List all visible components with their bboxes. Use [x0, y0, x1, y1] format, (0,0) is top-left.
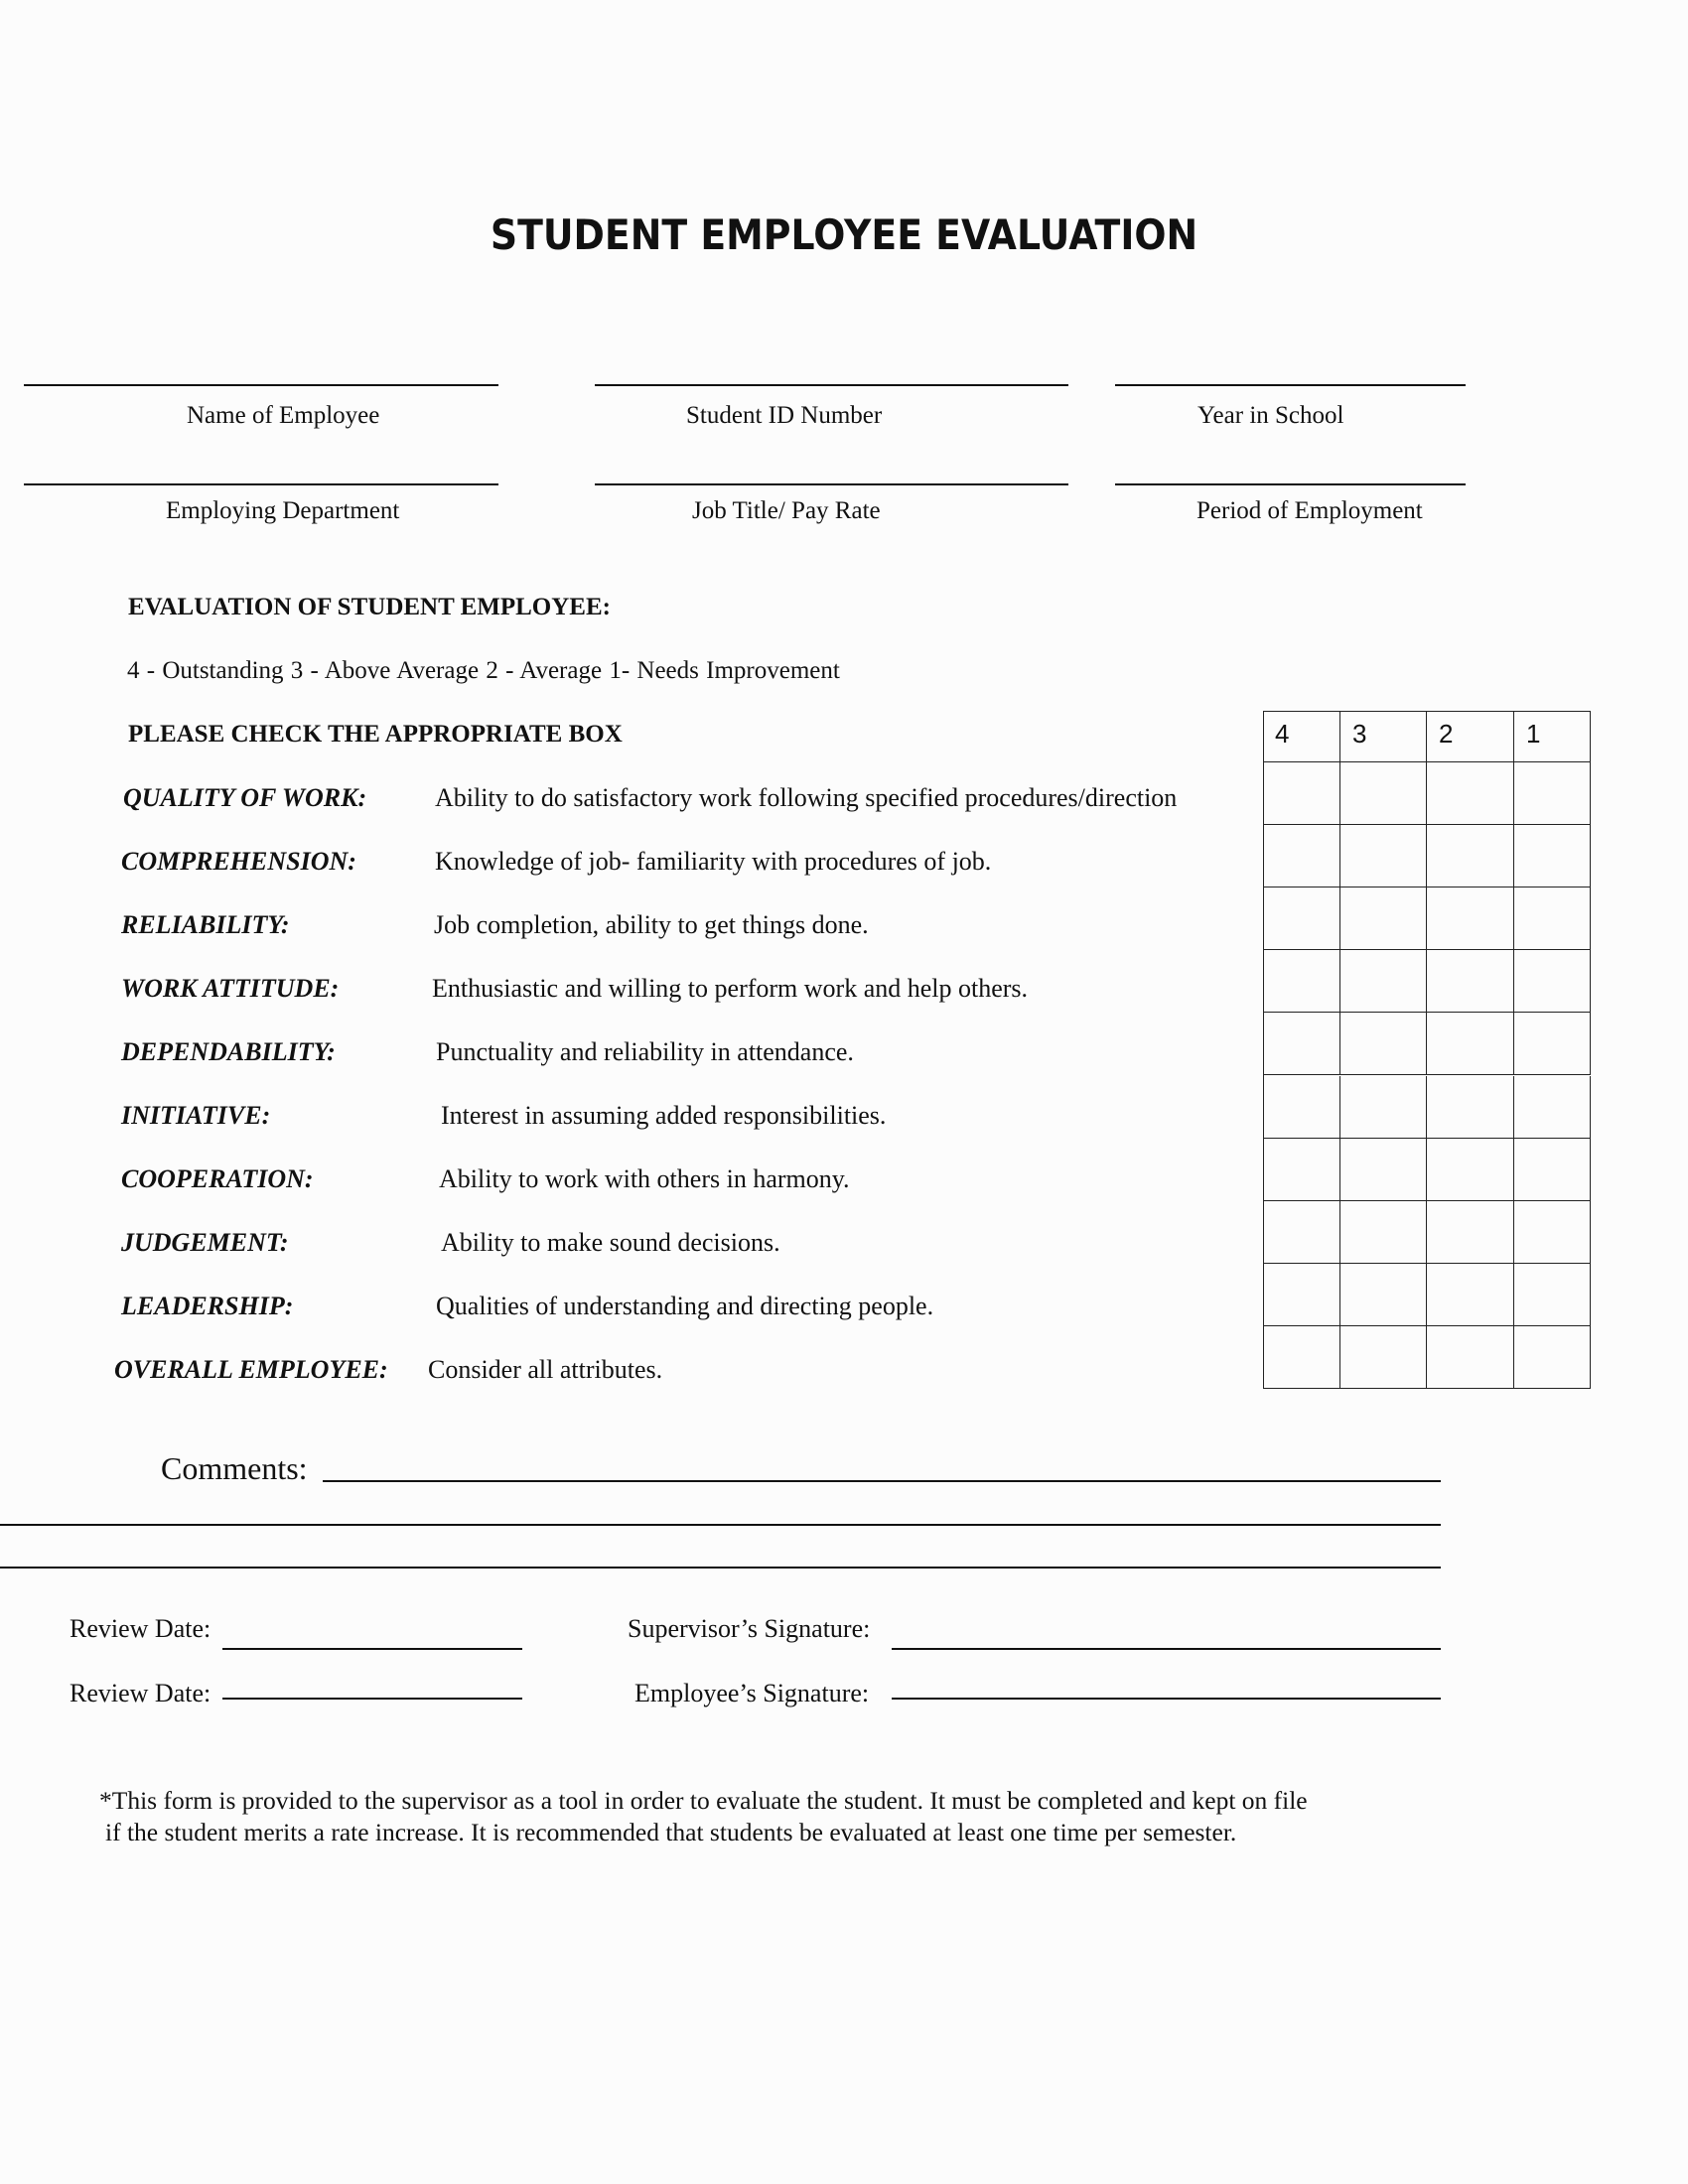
- criterion-desc-judgement: Ability to make sound decisions.: [441, 1228, 780, 1257]
- review-date-label-1: Review Date:: [70, 1614, 211, 1643]
- supervisor-signature-label: Supervisor’s Signature:: [628, 1614, 871, 1643]
- criterion-label-overall-employee: OVERALL EMPLOYEE:: [114, 1355, 388, 1384]
- comments-label: Comments:: [161, 1450, 308, 1486]
- employee-signature-label: Employee’s Signature:: [634, 1679, 870, 1707]
- rating-checkbox-row9-2[interactable]: [1427, 1264, 1514, 1326]
- rating-checkbox-row9-4[interactable]: [1263, 1264, 1340, 1326]
- job-title-pay-rate-label: Job Title/ Pay Rate: [692, 497, 881, 524]
- rating-checkbox-row10-3[interactable]: [1340, 1326, 1427, 1389]
- criterion-desc-cooperation: Ability to work with others in harmony.: [439, 1164, 850, 1193]
- period-of-employment-line[interactable]: [1115, 483, 1466, 485]
- criterion-label-initiative: INITIATIVE:: [121, 1101, 271, 1130]
- criterion-desc-overall-employee: Consider all attributes.: [428, 1355, 663, 1384]
- footnote-line-2: if the student merits a rate increase. It is recommended that students be evaluated at least one time per semester.: [105, 1818, 1237, 1846]
- rating-header-3: 3: [1340, 711, 1427, 762]
- rating-checkbox-row3-4[interactable]: [1263, 887, 1340, 950]
- rating-checkbox-row8-1[interactable]: [1514, 1201, 1591, 1264]
- year-in-school-label: Year in School: [1197, 402, 1344, 429]
- rating-checkbox-row7-2[interactable]: [1427, 1139, 1514, 1201]
- rating-checkbox-row3-2[interactable]: [1427, 887, 1514, 950]
- student-id-line[interactable]: [595, 384, 1068, 386]
- criterion-label-reliability: RELIABILITY:: [121, 910, 290, 939]
- rating-checkbox-row7-3[interactable]: [1340, 1139, 1427, 1201]
- rating-header-4: 4: [1263, 711, 1340, 762]
- rating-checkbox-row1-3[interactable]: [1340, 762, 1427, 825]
- rating-checkbox-row5-4[interactable]: [1263, 1013, 1340, 1075]
- rating-checkbox-row4-4[interactable]: [1263, 950, 1340, 1013]
- rating-grid: [1263, 711, 1591, 1389]
- criterion-desc-work-attitude: Enthusiastic and willing to perform work and help others.: [432, 974, 1029, 1003]
- rating-scale-legend: 4 - Outstanding 3 - Above Average 2 - Average 1- Needs Improvement: [127, 657, 840, 684]
- criterion-label-comprehension: COMPREHENSION:: [121, 847, 356, 876]
- rating-checkbox-row3-3[interactable]: [1340, 887, 1427, 950]
- criterion-label-quality-of-work: QUALITY OF WORK:: [123, 783, 367, 812]
- criterion-desc-initiative: Interest in assuming added responsibilities.: [441, 1101, 887, 1130]
- rating-checkbox-row6-2[interactable]: [1427, 1076, 1514, 1139]
- rating-checkbox-row8-4[interactable]: [1263, 1201, 1340, 1264]
- criterion-desc-dependability: Punctuality and reliability in attendance.: [436, 1037, 854, 1066]
- rating-checkbox-row10-1[interactable]: [1514, 1326, 1591, 1389]
- rating-checkbox-row7-1[interactable]: [1514, 1139, 1591, 1201]
- employing-department-line[interactable]: [24, 483, 498, 485]
- rating-checkbox-row2-3[interactable]: [1340, 825, 1427, 887]
- criterion-label-leadership: LEADERSHIP:: [121, 1292, 294, 1320]
- rating-checkbox-row3-1[interactable]: [1514, 887, 1591, 950]
- page-title: STUDENT EMPLOYEE EVALUATION: [490, 210, 1198, 259]
- criterion-desc-quality-of-work: Ability to do satisfactory work following specified procedures/direction: [435, 783, 1178, 812]
- criterion-label-dependability: DEPENDABILITY:: [121, 1037, 336, 1066]
- evaluation-heading: EVALUATION OF STUDENT EMPLOYEE:: [128, 594, 611, 620]
- comments-line-2[interactable]: [0, 1524, 1441, 1526]
- rating-checkbox-row1-1[interactable]: [1514, 762, 1591, 825]
- review-date-line-2[interactable]: [222, 1698, 522, 1700]
- year-in-school-line[interactable]: [1115, 384, 1466, 386]
- review-date-label-2: Review Date:: [70, 1679, 211, 1707]
- comments-line-3[interactable]: [0, 1567, 1441, 1569]
- check-box-instruction: PLEASE CHECK THE APPROPRIATE BOX: [128, 721, 623, 748]
- criterion-label-cooperation: COOPERATION:: [121, 1164, 314, 1193]
- rating-checkbox-row6-1[interactable]: [1514, 1076, 1591, 1139]
- rating-checkbox-row2-1[interactable]: [1514, 825, 1591, 887]
- review-date-line-1[interactable]: [222, 1648, 522, 1650]
- rating-checkbox-row4-2[interactable]: [1427, 950, 1514, 1013]
- job-title-pay-rate-line[interactable]: [595, 483, 1068, 485]
- rating-checkbox-row1-2[interactable]: [1427, 762, 1514, 825]
- employing-department-label: Employing Department: [166, 497, 400, 524]
- footnote-line-1: *This form is provided to the supervisor as a tool in order to evaluate the student. It must be completed and kept on file: [99, 1786, 1308, 1815]
- rating-checkbox-row9-1[interactable]: [1514, 1264, 1591, 1326]
- criterion-desc-reliability: Job completion, ability to get things done.: [434, 910, 869, 939]
- comments-line-1[interactable]: [323, 1480, 1441, 1482]
- rating-checkbox-row4-3[interactable]: [1340, 950, 1427, 1013]
- rating-checkbox-row10-4[interactable]: [1263, 1326, 1340, 1389]
- rating-checkbox-row6-3[interactable]: [1340, 1076, 1427, 1139]
- rating-header-2: 2: [1427, 711, 1514, 762]
- rating-checkbox-row2-4[interactable]: [1263, 825, 1340, 887]
- rating-checkbox-row8-2[interactable]: [1427, 1201, 1514, 1264]
- rating-checkbox-row5-1[interactable]: [1514, 1013, 1591, 1075]
- rating-checkbox-row5-2[interactable]: [1427, 1013, 1514, 1075]
- rating-header-1: 1: [1514, 711, 1591, 762]
- criterion-desc-leadership: Qualities of understanding and directing people.: [436, 1292, 934, 1320]
- criterion-desc-comprehension: Knowledge of job- familiarity with procedures of job.: [435, 847, 992, 876]
- name-of-employee-label: Name of Employee: [187, 402, 380, 429]
- criterion-label-work-attitude: WORK ATTITUDE:: [121, 974, 340, 1003]
- criterion-label-judgement: JUDGEMENT:: [121, 1228, 289, 1257]
- rating-checkbox-row9-3[interactable]: [1340, 1264, 1427, 1326]
- name-of-employee-line[interactable]: [24, 384, 498, 386]
- rating-checkbox-row5-3[interactable]: [1340, 1013, 1427, 1075]
- student-id-label: Student ID Number: [686, 402, 883, 429]
- rating-checkbox-row2-2[interactable]: [1427, 825, 1514, 887]
- supervisor-signature-line[interactable]: [892, 1648, 1441, 1650]
- rating-checkbox-row6-4[interactable]: [1263, 1076, 1340, 1139]
- employee-signature-line[interactable]: [892, 1698, 1441, 1700]
- rating-checkbox-row1-4[interactable]: [1263, 762, 1340, 825]
- period-of-employment-label: Period of Employment: [1196, 497, 1423, 524]
- rating-checkbox-row4-1[interactable]: [1514, 950, 1591, 1013]
- rating-checkbox-row8-3[interactable]: [1340, 1201, 1427, 1264]
- rating-checkbox-row7-4[interactable]: [1263, 1139, 1340, 1201]
- rating-checkbox-row10-2[interactable]: [1427, 1326, 1514, 1389]
